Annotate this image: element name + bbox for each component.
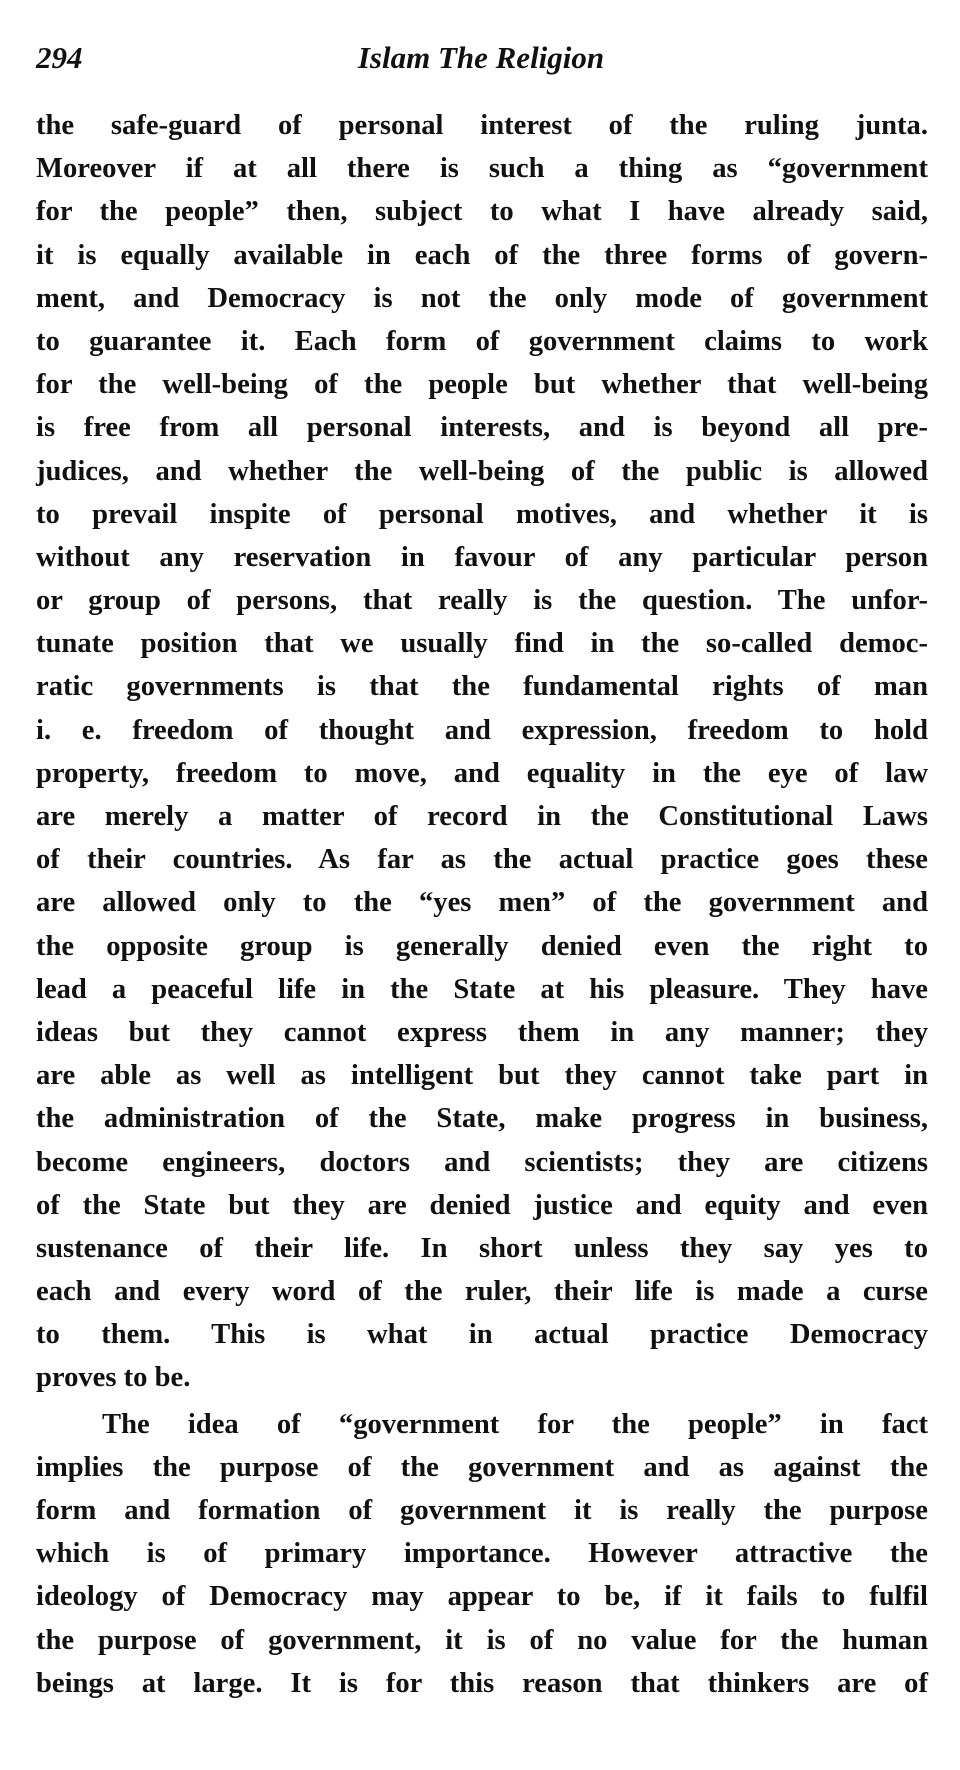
text-line: of their countries. As far as the actual practice goes these [36, 844, 928, 876]
page-header [36, 40, 926, 80]
text-line: become engineers, doctors and scientists; they are citizens [36, 1146, 928, 1178]
text-line: for the well-being of the people but whether that well-being [36, 369, 928, 401]
text-line: is free from all personal interests, and is beyond all pre- [36, 412, 928, 444]
text-line: the administration of the State, make progress in business, [36, 1103, 928, 1135]
text-line: the opposite group is generally denied even the right to [36, 930, 928, 962]
text-line: to prevail inspite of personal motives, and whether it is [36, 498, 928, 530]
text-line: tunate position that we usually find in the so-called democ- [36, 628, 928, 660]
running-title: Islam The Religion [357, 40, 605, 75]
text-line: the safe-guard of personal interest of the ruling junta. [36, 110, 928, 141]
body-text [36, 104, 928, 1705]
paragraph-1 [36, 104, 928, 1400]
text-line: which is of primary importance. However attractive the [36, 1538, 928, 1570]
text-line: to them. This is what in actual practice Democracy [36, 1319, 928, 1351]
text-line: to guarantee it. Each form of government claims to work [36, 325, 928, 357]
text-line: Moreover if at all there is such a thing as “government [36, 153, 928, 185]
text-line: for the people” then, subject to what I have already said, [36, 196, 928, 228]
text-line: The idea of “government for the people” in fact [102, 1408, 928, 1440]
text-line: ment, and Democracy is not the only mode of government [36, 282, 928, 314]
paragraph-2 [36, 1403, 928, 1705]
text-line: i. e. freedom of thought and expression, freedom to hold [36, 714, 928, 746]
text-line: property, freedom to move, and equality in the eye of law [36, 757, 928, 789]
text-line: sustenance of their life. In short unless they say yes to [36, 1232, 928, 1264]
page-number: 294 [36, 40, 83, 75]
text-line: ratic governments is that the fundamental rights of man [36, 671, 928, 703]
text-line: are merely a matter of record in the Constitutional Laws [36, 801, 928, 832]
text-line: implies the purpose of the government and as against the [36, 1451, 928, 1483]
text-line: without any reservation in favour of any particular person [36, 541, 928, 573]
text-line: form and formation of government it is really the purpose [36, 1495, 928, 1526]
text-line: ideas but they cannot express them in any manner; they [36, 1016, 928, 1048]
text-line: ideology of Democracy may appear to be, if it fails to fulfil [36, 1581, 928, 1613]
text-line: are allowed only to the “yes men” of the government and [36, 887, 928, 919]
text-line: of the State but they are denied justice and equity and even [36, 1189, 928, 1221]
text-line: proves to be. [36, 1362, 191, 1394]
text-line: lead a peaceful life in the State at his pleasure. They have [36, 973, 928, 1005]
text-line: are able as well as intelligent but they cannot take part in [36, 1060, 928, 1092]
text-line: beings at large. It is for this reason that thinkers are of [36, 1667, 928, 1699]
text-line: the purpose of government, it is of no value for the human [36, 1624, 928, 1656]
text-line: each and every word of the ruler, their life is made a curse [36, 1276, 928, 1308]
text-line: or group of persons, that really is the question. The unfor- [36, 585, 928, 617]
text-line: it is equally available in each of the three forms of govern- [36, 239, 928, 271]
text-line: judices, and whether the well-being of the public is allowed [36, 455, 928, 487]
